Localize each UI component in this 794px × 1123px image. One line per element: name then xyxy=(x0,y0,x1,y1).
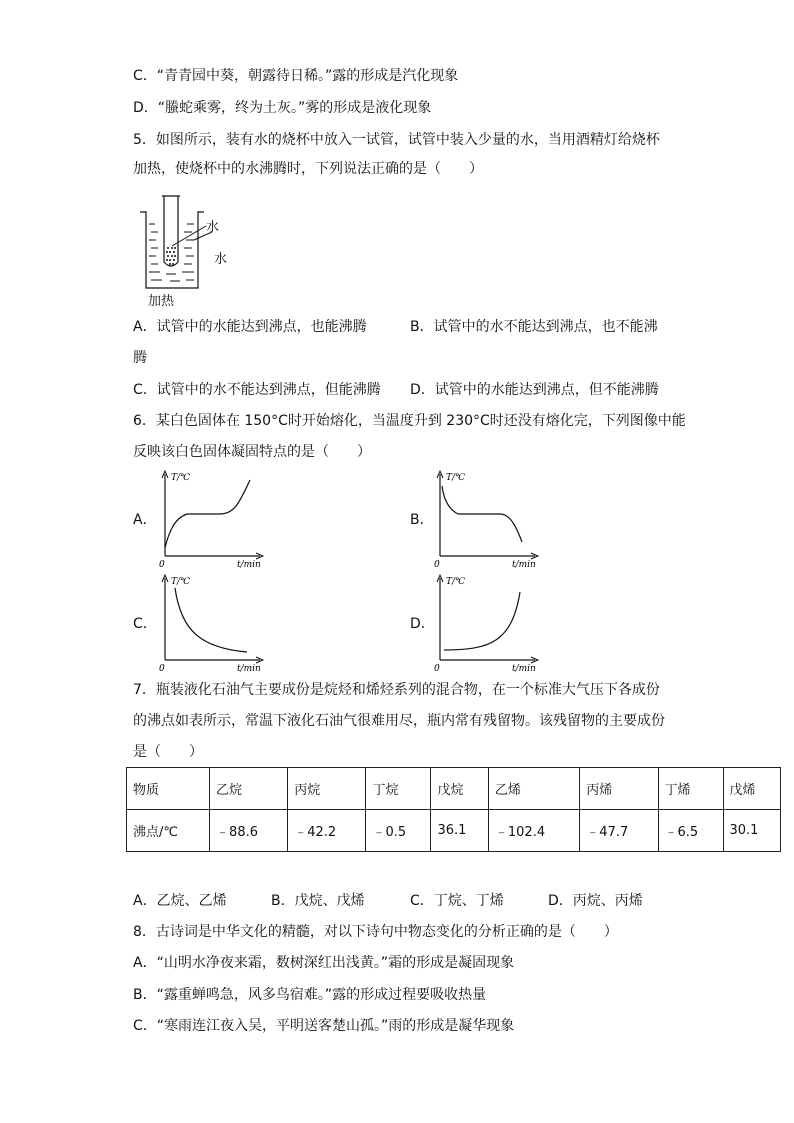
table-cell: ﹣102.4 xyxy=(488,810,579,852)
q6-line-2: 反映该白色固体凝固特点的是（ ） xyxy=(133,444,371,460)
table-cell: 30.1 xyxy=(723,810,781,852)
graph-a-xlabel: t/min xyxy=(237,560,261,570)
graph-a xyxy=(155,466,270,575)
heat-label: 加热 xyxy=(148,294,175,309)
graph-a-origin: 0 xyxy=(159,560,165,570)
water-label-2: 水 xyxy=(214,252,228,267)
table-header-cell: 戊烷 xyxy=(431,768,488,810)
q5-option-c: C．试管中的水不能达到沸点，但能沸腾 xyxy=(133,382,381,398)
table-header-cell: 丙烯 xyxy=(580,768,658,810)
table-header-row xyxy=(127,768,781,810)
graph-c xyxy=(155,570,270,679)
q5-line-2: 加热，使烧杯中的水沸腾时，下列说法正确的是（ ） xyxy=(133,161,483,177)
graph-b-xlabel: t/min xyxy=(512,560,536,570)
table-row-label: 沸点/℃ xyxy=(127,810,210,852)
line-c-prev: C．“青青园中葵，朝露待日稀。”露的形成是汽化现象 xyxy=(133,68,459,84)
q5-line-1: 5．如图所示，装有水的烧杯中放入一试管，试管中装入少量的水，当用酒精灯给烧杯 xyxy=(133,132,660,148)
table-header-cell: 丁烯 xyxy=(658,768,723,810)
graph-d-xlabel: t/min xyxy=(512,664,536,674)
table-row xyxy=(127,810,781,852)
table-header-cell: 乙烷 xyxy=(210,768,288,810)
table-cell: 36.1 xyxy=(431,810,488,852)
graph-c-xlabel: t/min xyxy=(237,664,261,674)
table-cell: ﹣47.7 xyxy=(580,810,658,852)
q6-line-1: 6．某白色固体在 150°C时开始熔化，当温度升到 230°C时还没有熔化完，下列图像中能 xyxy=(133,413,686,429)
q8-option-b: B．“露重蝉鸣急，风多鸟宿难。”露的形成过程要吸收热量 xyxy=(133,987,487,1003)
q5-option-d: D．试管中的水能达到沸点，但不能沸腾 xyxy=(410,382,659,398)
graph-d-ylabel: T/℃ xyxy=(446,577,466,587)
q7-option-d: D．丙烷、丙烯 xyxy=(548,893,643,909)
q7-option-a: A．乙烷、乙烯 xyxy=(133,893,227,909)
q7-option-b: B．戊烷、戊烯 xyxy=(271,893,365,909)
graph-c-ylabel: T/℃ xyxy=(171,577,191,587)
table-header-cell: 戊烯 xyxy=(723,768,781,810)
table-cell: ﹣88.6 xyxy=(210,810,288,852)
graph-a-ylabel: T/℃ xyxy=(171,473,191,483)
water-label-1: 水 xyxy=(206,220,220,235)
graph-a-label: A． xyxy=(133,512,157,528)
table-header-cell: 丁烷 xyxy=(366,768,431,810)
graph-b-label: B． xyxy=(410,512,434,528)
table-header-cell: 丙烷 xyxy=(288,768,366,810)
graph-d-origin: 0 xyxy=(434,664,440,674)
graph-b-origin: 0 xyxy=(434,560,440,570)
graph-c-label: C． xyxy=(133,616,157,632)
q5-option-a: A．试管中的水能达到沸点，也能沸腾 xyxy=(133,319,367,335)
boiling-point-table xyxy=(126,767,781,852)
q7-option-c: C．丁烷、丁烯 xyxy=(410,893,504,909)
q8-line-1: 8．古诗词是中华文化的精髓，对以下诗句中物态变化的分析正确的是（ ） xyxy=(133,924,618,940)
table-cell: ﹣0.5 xyxy=(366,810,431,852)
graph-d xyxy=(430,570,545,679)
q5-option-b-cont: 腾 xyxy=(133,350,147,366)
graph-b-ylabel: T/℃ xyxy=(446,473,466,483)
q7-line-2: 的沸点如表所示，常温下液化石油气很难用尽，瓶内常有残留物。该残留物的主要成份 xyxy=(133,713,665,729)
q8-option-a: A．“山明水净夜来霜，数树深红出浅黄。”霜的形成是凝固现象 xyxy=(133,955,515,971)
graph-d-label: D． xyxy=(410,616,435,632)
q5-option-b: B．试管中的水不能达到沸点，也不能沸 xyxy=(410,319,658,335)
table-header-cell: 物质 xyxy=(127,768,210,810)
q7-line-1: 7．瓶装液化石油气主要成份是烷烃和烯烃系列的混合物，在一个标准大气压下各成份 xyxy=(133,682,660,698)
table-cell: ﹣42.2 xyxy=(288,810,366,852)
table-cell: ﹣6.5 xyxy=(658,810,723,852)
line-d-prev: D．“螣蛇乘雾，终为土灰。”雾的形成是液化现象 xyxy=(133,100,432,116)
table-header-cell: 乙烯 xyxy=(488,768,579,810)
q5-figure xyxy=(136,190,246,310)
q7-line-3: 是（ ） xyxy=(133,744,203,760)
graph-b xyxy=(430,466,545,575)
graph-c-origin: 0 xyxy=(159,664,165,674)
q8-option-c: C．“寒雨连江夜入吴，平明送客楚山孤。”雨的形成是凝华现象 xyxy=(133,1018,515,1034)
